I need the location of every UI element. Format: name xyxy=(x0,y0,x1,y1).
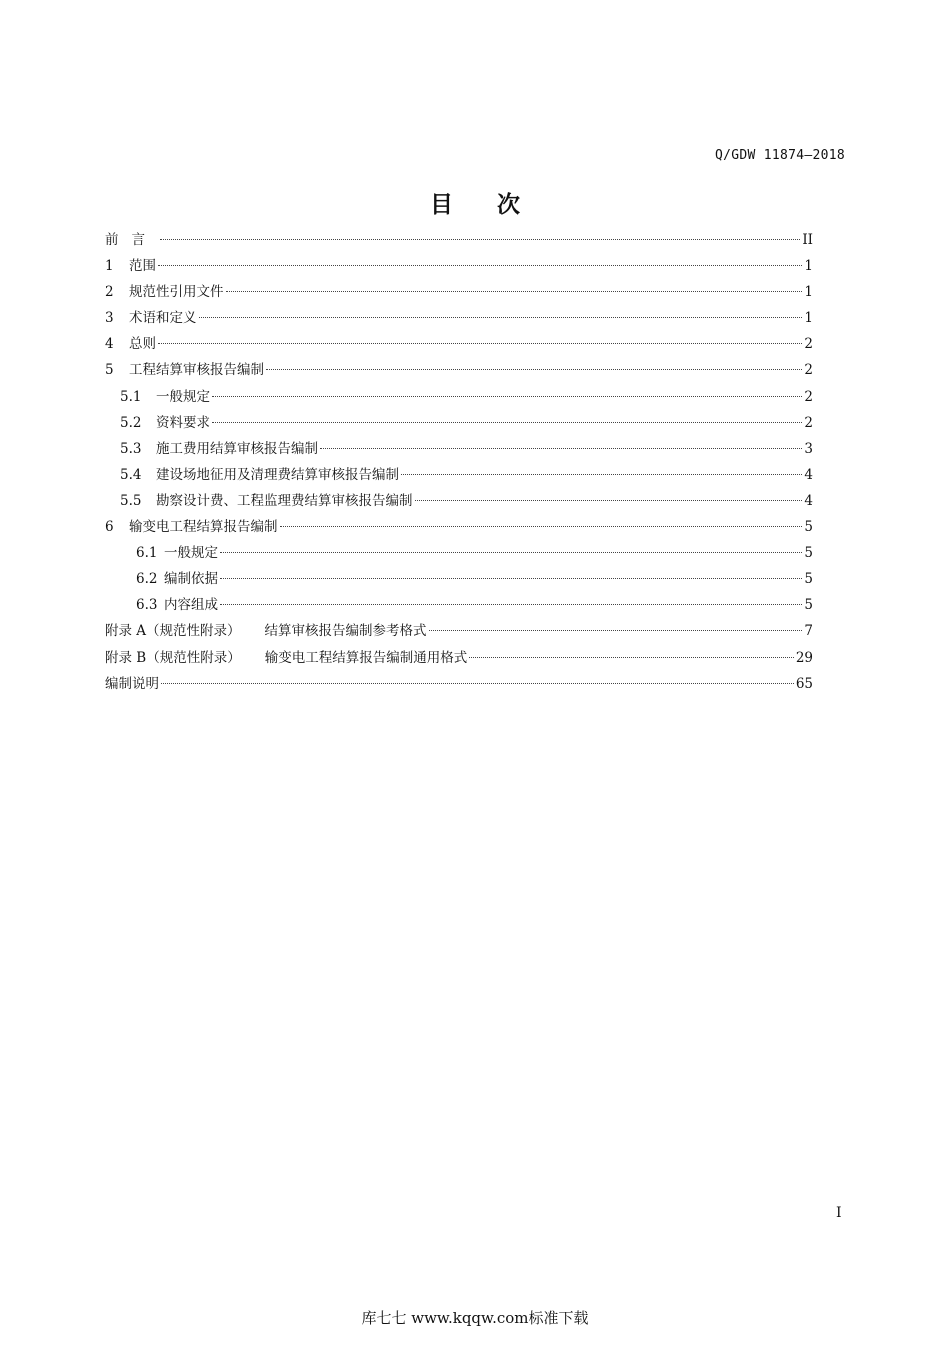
toc-entry-number: 6.2 xyxy=(136,571,158,588)
toc-entry-label: 内容组成 xyxy=(164,597,218,614)
toc-entry-page: 2 xyxy=(804,388,813,405)
toc-entry-number: 附录 A（规范性附录） xyxy=(105,623,241,640)
title-char-1: 目 xyxy=(430,192,453,218)
toc-entry-number: 3 xyxy=(105,310,114,327)
toc-entry-label: 勘察设计费、工程监理费结算审核报告编制 xyxy=(156,492,413,509)
toc-entry-page: 1 xyxy=(804,310,813,327)
toc-leader-dots xyxy=(160,239,800,240)
toc-entry-number: 6 xyxy=(105,519,114,536)
toc-leader-dots xyxy=(226,291,803,292)
toc-entry-page: 29 xyxy=(795,649,813,666)
toc-entry[interactable] xyxy=(105,254,813,280)
toc-leader-dots xyxy=(320,448,802,449)
toc-entry-label: 前言 xyxy=(105,232,158,248)
footer-watermark: 库七七 www.kqqw.com标准下载 xyxy=(361,1309,589,1327)
toc-leader-dots xyxy=(158,343,802,344)
toc-entry-page: 3 xyxy=(804,440,813,457)
toc-entry[interactable] xyxy=(105,228,813,254)
toc-leader-dots xyxy=(415,500,803,501)
toc-entry-number: 5.2 xyxy=(120,414,142,431)
toc-leader-dots xyxy=(161,683,794,684)
toc-entry-label: 工程结算审核报告编制 xyxy=(129,362,264,379)
toc-leader-dots xyxy=(280,526,803,527)
toc-entry-page: 5 xyxy=(804,571,813,588)
toc-entry[interactable] xyxy=(105,593,813,619)
toc-leader-dots xyxy=(469,657,794,658)
toc-entry-label: 结算审核报告编制参考格式 xyxy=(264,623,427,640)
toc-entry-label: 规范性引用文件 xyxy=(129,284,224,301)
toc-entry[interactable] xyxy=(105,385,813,411)
toc-entry-page: 5 xyxy=(804,597,813,614)
toc-entry[interactable] xyxy=(105,358,813,384)
toc-entry-page: 1 xyxy=(804,284,813,301)
toc-entry[interactable] xyxy=(105,646,813,672)
toc-entry-page: 7 xyxy=(804,623,813,640)
toc-entry-number: 5.3 xyxy=(120,440,142,457)
toc-leader-dots xyxy=(199,317,803,318)
toc-entry-label: 一般规定 xyxy=(164,545,218,562)
toc-entry[interactable] xyxy=(105,411,813,437)
toc-entry-number: 附录 B（规范性附录） xyxy=(105,649,241,666)
toc-entry[interactable] xyxy=(105,463,813,489)
standard-code: Q/GDW 11874—2018 xyxy=(714,148,845,163)
toc-entry-label: 总则 xyxy=(129,336,156,353)
toc-entry-page: 1 xyxy=(804,258,813,275)
toc-leader-dots xyxy=(212,422,802,423)
table-of-contents xyxy=(105,228,813,698)
toc-entry-number: 4 xyxy=(105,336,114,353)
page-number: I xyxy=(836,1205,842,1221)
toc-entry-label: 编制说明 xyxy=(105,675,159,692)
toc-entry-number: 6.3 xyxy=(136,597,158,614)
toc-entry-page: 5 xyxy=(804,519,813,536)
toc-entry-number: 1 xyxy=(105,258,114,275)
page-title xyxy=(0,186,950,219)
toc-entry-number: 6.1 xyxy=(136,545,158,562)
toc-entry-label: 建设场地征用及清理费结算审核报告编制 xyxy=(156,466,399,483)
toc-entry[interactable] xyxy=(105,672,813,698)
toc-leader-dots xyxy=(212,396,802,397)
toc-leader-dots xyxy=(266,369,802,370)
toc-entry-label: 输变电工程结算报告编制 xyxy=(129,519,278,536)
toc-entry-label: 输变电工程结算报告编制通用格式 xyxy=(264,649,468,666)
toc-entry-page: 65 xyxy=(795,675,813,692)
toc-leader-dots xyxy=(220,578,802,579)
toc-entry[interactable] xyxy=(105,489,813,515)
toc-entry-number: 5.1 xyxy=(120,388,142,405)
toc-entry-page: 4 xyxy=(804,492,813,509)
toc-leader-dots xyxy=(401,474,802,475)
toc-entry-label: 资料要求 xyxy=(156,414,210,431)
toc-entry[interactable] xyxy=(105,437,813,463)
toc-leader-dots xyxy=(158,265,802,266)
toc-entry-label: 编制依据 xyxy=(164,571,218,588)
toc-entry[interactable] xyxy=(105,567,813,593)
toc-entry-page: 2 xyxy=(804,414,813,431)
toc-leader-dots xyxy=(429,630,803,631)
title-char-2: 次 xyxy=(497,192,520,218)
toc-leader-dots xyxy=(220,552,802,553)
toc-entry[interactable] xyxy=(105,515,813,541)
toc-entry-page: 2 xyxy=(804,336,813,353)
toc-entry-page: 2 xyxy=(804,362,813,379)
toc-entry-number: 5 xyxy=(105,362,114,379)
toc-entry-label: 施工费用结算审核报告编制 xyxy=(156,440,318,457)
toc-entry-number: 2 xyxy=(105,284,114,301)
toc-entry-page: II xyxy=(802,232,813,248)
toc-entry-page: 4 xyxy=(804,466,813,483)
toc-entry[interactable] xyxy=(105,280,813,306)
toc-entry-number: 5.5 xyxy=(120,492,142,509)
toc-entry-label: 术语和定义 xyxy=(129,310,197,327)
toc-entry[interactable] xyxy=(105,619,813,645)
toc-leader-dots xyxy=(220,604,802,605)
toc-entry[interactable] xyxy=(105,306,813,332)
toc-entry-label: 一般规定 xyxy=(156,388,210,405)
toc-entry-number: 5.4 xyxy=(120,466,142,483)
toc-entry[interactable] xyxy=(105,332,813,358)
toc-entry[interactable] xyxy=(105,541,813,567)
toc-entry-label: 范围 xyxy=(129,258,156,275)
toc-entry-page: 5 xyxy=(804,545,813,562)
